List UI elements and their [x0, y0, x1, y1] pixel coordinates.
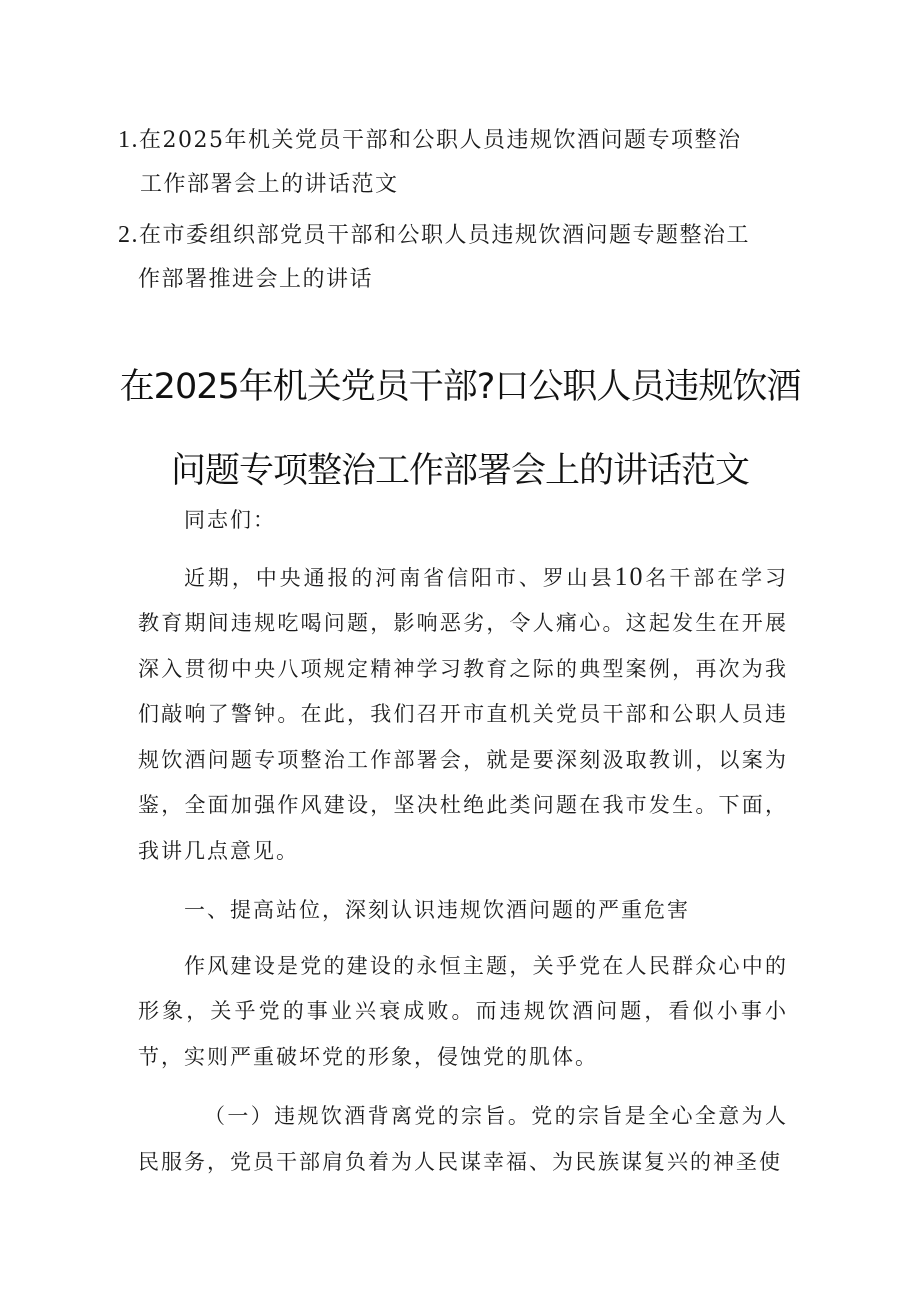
subsection-paragraph: （一）违规饮酒背离党的宗旨。党的宗旨是全心全意为人民服务，党员干部肩负着为人民谋幸福、为民族谋复兴的神圣使 — [138, 1104, 788, 1174]
intro-number: 10 — [614, 561, 645, 591]
intro-paragraph — [138, 554, 788, 875]
toc-item[interactable] — [118, 118, 798, 207]
salutation: 同志们： — [184, 508, 276, 532]
toc-item-title-line1: 在2025年机关党员干部和公职人员违规饮酒问题专项整治 — [139, 128, 742, 153]
toc-item-title-line1: 在市委组织部党员干部和公职人员违规饮酒问题专题整治工 — [139, 223, 751, 248]
section-paragraph: 作风建设是党的建设的永恒主题，关乎党在人民群众心中的形象，关乎党的事业兴衰成败。而违规饮酒问题，看似小事小节，实则严重破坏党的形象，侵蚀党的肌体。 — [138, 953, 788, 1069]
toc-item-title-line2: 工作部署会上的讲话范文 — [140, 172, 399, 197]
document-title-line1: 在2025年机关党员干部?口公职人员违规饮酒 — [119, 367, 801, 407]
intro-text-start: 近期，中央通报的河南省信阳市、罗山县 — [184, 565, 615, 590]
toc-item-number: 2. — [118, 222, 139, 248]
intro-text-rest: 名干部在学习教育期间违规吃喝问题，影响恶劣，令人痛心。这起发生在开展深入贯彻中央八项规定精神学习教育之际的典型案例，再次为我们敲响了警钟。在此，我们召开市直机关党员干部和公职人员违规饮酒问题专项整治工作部署会，就是要深刻汲取教训，以案为鉴，全面加强作风建设，坚决杜绝此类问题在我市发生。下面，我讲几点意见。 — [138, 565, 788, 863]
table-of-contents — [118, 118, 798, 308]
document-body — [138, 498, 788, 1185]
document-title — [60, 345, 860, 513]
toc-item-number: 1. — [118, 127, 139, 153]
document-title-line2: 问题专项整治工作部署会上的讲话范文 — [170, 451, 749, 491]
toc-item[interactable] — [118, 213, 798, 302]
section-heading: 一、提高站位，深刻认识违规饮酒问题的严重危害 — [184, 898, 690, 922]
toc-item-title-line2: 作部署推进会上的讲话 — [138, 267, 374, 292]
